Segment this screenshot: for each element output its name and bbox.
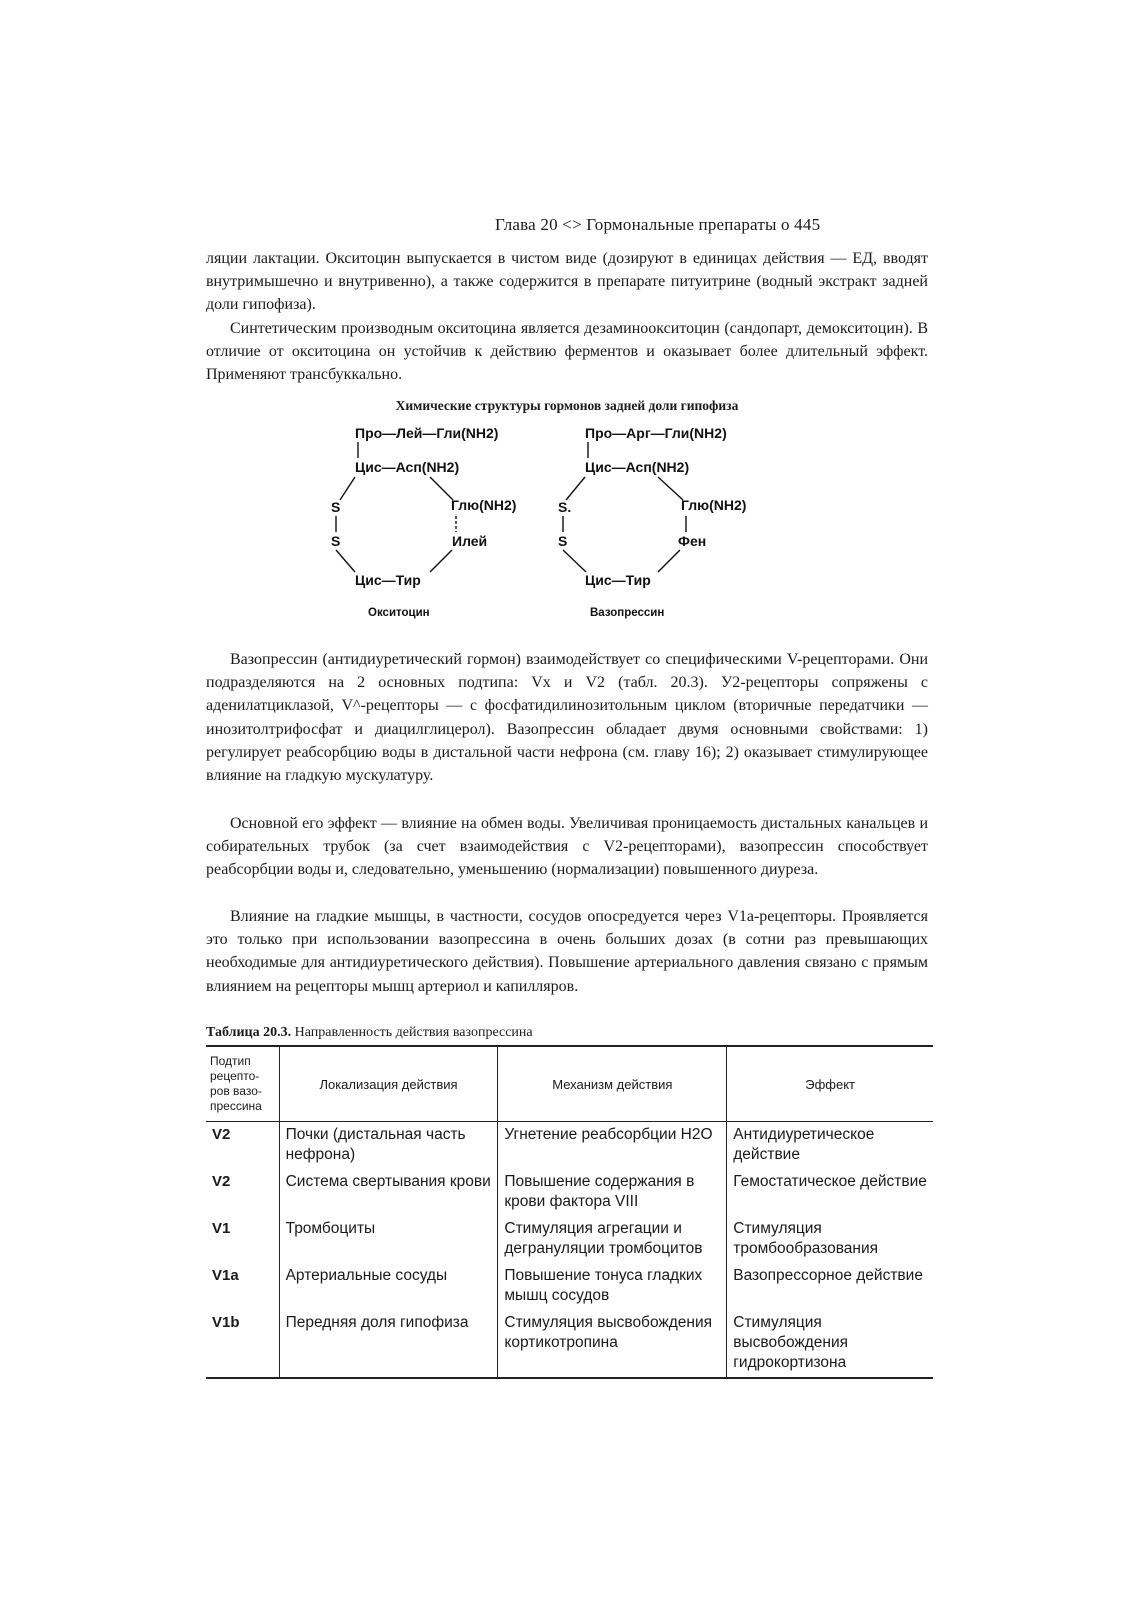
oxytocin-structure <box>331 425 516 619</box>
oxytocin-sulfur-1: S <box>331 499 341 515</box>
table-row <box>206 1263 933 1310</box>
vasopressin-label: Вазопрессин <box>590 607 665 619</box>
cell-mechanism: Повышение тонуса гладких мышц сосудов <box>498 1263 727 1310</box>
oxytocin-ile: Илей <box>452 533 488 549</box>
figure-caption: Химические структуры гормонов задней доли гипофиза <box>395 398 739 413</box>
vasopressin-glu: Глю(NH2) <box>681 497 747 513</box>
cell-receptor: V2 <box>212 1173 231 1190</box>
cell-localization: Почки (дистальная часть нефрона) <box>279 1122 498 1170</box>
table-caption-text: Направленность действия вазопрессина <box>291 1025 533 1040</box>
cell-receptor: V1a <box>212 1267 239 1284</box>
table-row <box>206 1216 933 1263</box>
paragraph-smooth-muscle: Влияние на гладкие мышцы, в частности, сосудов опосредуется через V1a-рецепторы. Проявляется это только при использовании вазопрессина в очень больших дозах (в сотни раз превышающих необходимые для антидиуретического действия). Повышение артериального давления связано с прямым влиянием на рецепторы мышц артериол и капилляров. <box>206 908 928 995</box>
paragraph-desaminooxytocin: Синтетическим производным окситоцина является дезаминоокситоцин (сандопарт, демокситоцин). В отличие от окситоцина он устойчив к действию ферментов и оказывает более длительный эффект. Применяют трансбуккально. <box>206 320 928 384</box>
vasopressin-sulfur-1: S. <box>558 499 572 515</box>
cell-localization: Артериальные сосуды <box>279 1263 498 1310</box>
cell-effect: Гемостатическое действие <box>727 1169 933 1216</box>
cell-effect: Стимуляция высвобождения гидрокортизона <box>727 1310 933 1378</box>
cell-mechanism: Стимуляция высвобождения кортикотропина <box>498 1310 727 1378</box>
cell-effect: Антидиуретическое действие <box>727 1122 933 1170</box>
table-row <box>206 1122 933 1170</box>
header-effect: Эффект <box>727 1046 933 1122</box>
cell-effect: Стимуляция тромбообразования <box>727 1216 933 1263</box>
table-header-row <box>206 1046 933 1122</box>
oxytocin-top-chain: Про—Лей—Гли(NH2) <box>355 425 499 441</box>
running-header: Глава 20 <> Гормональные препараты о 445 <box>495 215 821 234</box>
cell-localization: Тромбоциты <box>279 1216 498 1263</box>
cell-receptor: V2 <box>212 1126 231 1143</box>
table-row <box>206 1310 933 1378</box>
cell-localization: Система свертывания крови <box>279 1169 498 1216</box>
oxytocin-sulfur-2: S <box>331 533 341 549</box>
vasopressin-structure <box>558 425 746 619</box>
paragraph-lactation: ляции лактации. Окситоцин выпускается в чистом виде (дозируют в единицах действия — ЕД, вводят внутримышечно и внутривенно), а также содержится в препарате питуитрине (водный экстракт задней доли гипофиза). <box>206 250 928 314</box>
table-caption <box>206 1025 533 1041</box>
cell-mechanism: Угнетение реабсорбции H2O <box>498 1122 727 1170</box>
cell-mechanism: Повышение содержания в крови фактора VIII <box>498 1169 727 1216</box>
paragraph-water-exchange: Основной его эффект — влияние на обмен воды. Увеличивая проницаемость дистальных канальцев и собирательных трубок (за счет взаимодействия с V2-рецепторами), вазопрессин способствует реабсорбции воды и, следовательно, уменьшению (нормализации) повышенного диуреза. <box>206 815 928 879</box>
cell-receptor: V1b <box>206 1310 279 1378</box>
oxytocin-cys-asp: Цис—Асп(NH2) <box>355 459 460 475</box>
vasopressin-cys-asp: Цис—Асп(NH2) <box>585 459 690 475</box>
table-caption-label: Таблица 20.3. <box>206 1025 292 1040</box>
vasopressin-phe: Фен <box>678 533 707 549</box>
vasopressin-cys-tyr: Цис—Тир <box>585 572 651 588</box>
hormone-structures-figure <box>300 420 820 640</box>
table-row <box>206 1169 933 1216</box>
oxytocin-glu: Глю(NH2) <box>451 497 517 513</box>
cell-mechanism: Стимуляция агрегации и дегрануляции тромбоцитов <box>498 1216 727 1263</box>
paragraph-vasopressin-receptors: Вазопрессин (антидиуретический гормон) взаимодействует со специфическими V-рецепторами. Они подразделяются на 2 основных подтипа: Vx и V2 (табл. 20.3). У2-рецепторы сопряжены с аденилатциклазой, V^-рецепторы — с фосфатидилинозитольным циклом (вторичные передатчики — инозитолтрифосфат и диацилглицерол). Вазопрессин обладает двумя основными свойствами: 1) регулирует реабсорбцию воды в дистальной части нефрона (см. главу 16); 2) оказывает стимулирующее влияние на гладкую мускулатуру. <box>206 651 928 785</box>
vasopressin-sulfur-2: S <box>558 533 568 549</box>
cell-receptor: V1 <box>212 1220 231 1237</box>
cell-localization: Передняя доля гипофиза <box>279 1310 498 1378</box>
oxytocin-label: Окситоцин <box>368 607 430 619</box>
header-mechanism: Механизм действия <box>498 1046 727 1122</box>
header-localization: Локализация действия <box>279 1046 498 1122</box>
oxytocin-cys-tyr: Цис—Тир <box>355 572 421 588</box>
vasopressin-top-chain: Про—Арг—Гли(NH2) <box>585 425 727 441</box>
vasopressin-action-table <box>206 1045 933 1379</box>
cell-effect: Вазопрессорное действие <box>727 1263 933 1310</box>
header-receptor-subtype: Подтип рецепто-ров вазо-прессина <box>206 1046 279 1122</box>
